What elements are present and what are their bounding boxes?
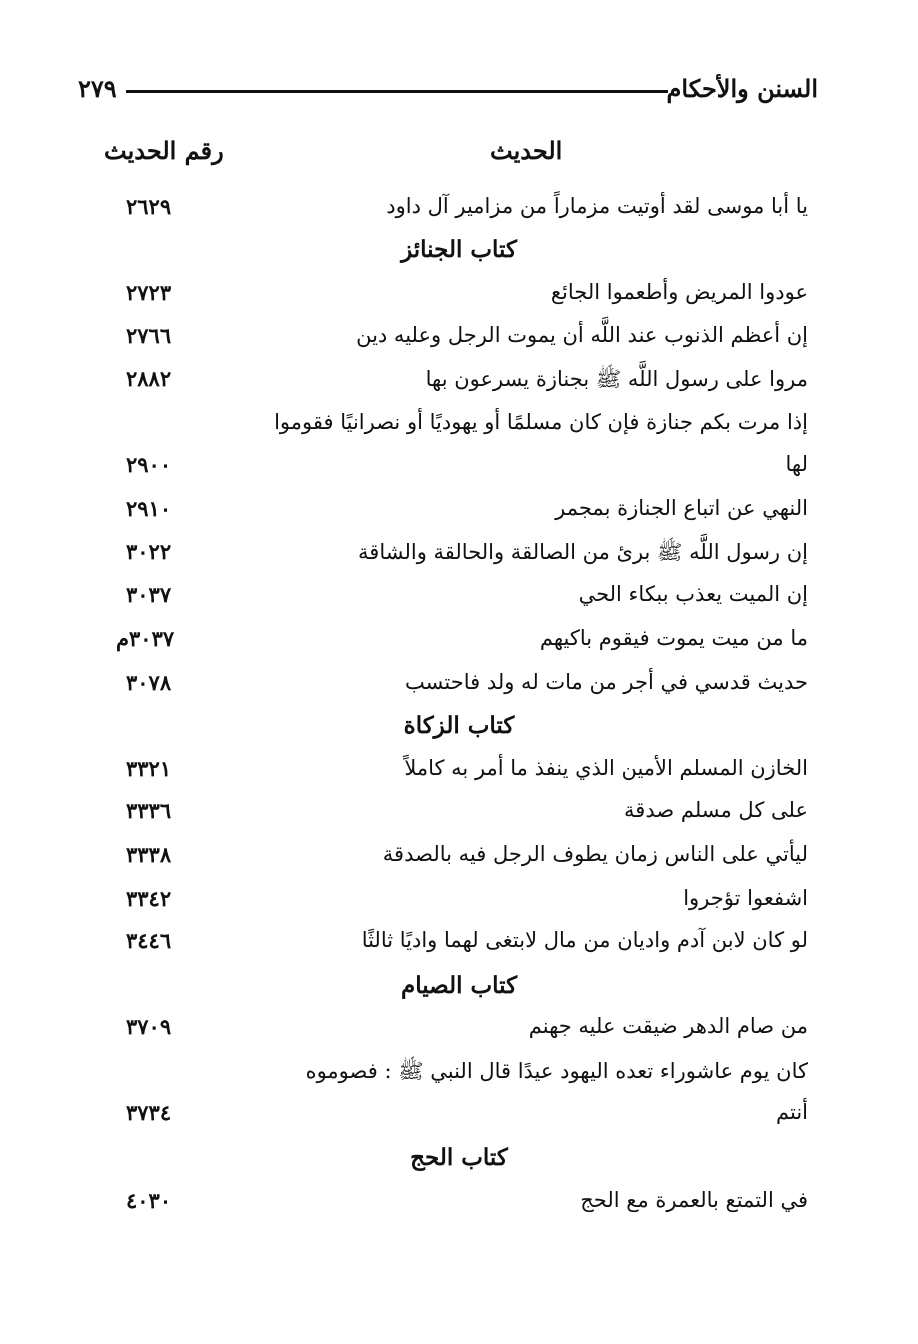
hadith-text: كان يوم عاشوراء تعده اليهود عيدًا قال النبي ﷺ : فصوموه <box>305 1059 808 1083</box>
section-heading-zakat: كتاب الزكاة <box>403 712 515 739</box>
hadith-number: ٤٠٣٠ <box>126 1188 172 1213</box>
hadith-number: ٢٦٢٩ <box>126 194 172 219</box>
hadith-text: الخازن المسلم الأمين الذي ينفذ ما أمر به كاملاً <box>404 756 808 780</box>
hadith-number: ٣٣٣٨ <box>126 842 172 867</box>
hadith-text: لو كان لابن آدم واديان من مال لابتغى لهما واديًا ثالثًا <box>361 928 808 952</box>
hadith-number: ٢٧٢٣ <box>126 280 172 305</box>
hadith-text: عودوا المريض وأطعموا الجائع <box>550 280 808 304</box>
hadith-text: على كل مسلم صدقة <box>624 798 808 822</box>
hadith-text: ليأتي على الناس زمان يطوف الرجل فيه بالصدقة <box>382 842 808 866</box>
hadith-text: إن أعظم الذنوب عند اللَّه أن يموت الرجل وعليه دين <box>356 323 808 347</box>
hadith-number: ٢٩٠٠ <box>126 452 172 477</box>
hadith-number: ٢٨٨٢ <box>126 366 172 391</box>
hadith-text: أنتم <box>776 1100 808 1124</box>
hadith-text: في التمتع بالعمرة مع الحج <box>580 1188 808 1212</box>
hadith-text: لها <box>785 452 808 476</box>
hadith-number: ٣٠٢٢ <box>126 539 172 564</box>
section-heading-funerals: كتاب الجنائز <box>401 236 517 263</box>
hadith-text: مروا على رسول اللَّه ﷺ بجنازة يسرعون بها <box>425 367 808 391</box>
hadith-number: ٣٠٣٧ <box>126 582 172 607</box>
hadith-text: النهي عن اتباع الجنازة بمجمر <box>555 496 808 520</box>
hadith-number: ٣٣٣٦ <box>126 798 172 823</box>
hadith-number: ٣٠٧٨ <box>126 670 172 695</box>
hadith-text: إذا مرت بكم جنازة فإن كان مسلمًا أو يهوديًا أو نصرانيًا فقوموا <box>274 410 808 434</box>
hadith-text: إن الميت يعذب ببكاء الحي <box>578 582 808 606</box>
book-title: السنن والأحكام <box>666 74 818 103</box>
column-header-number: رقم الحديث <box>104 136 224 165</box>
running-header <box>78 70 818 110</box>
hadith-number: ٣٠٣٧م <box>116 626 175 651</box>
hadith-text: إن رسول اللَّه ﷺ برئ من الصالقة والحالقة والشاقة <box>358 540 808 564</box>
hadith-number: ٢٧٦٦ <box>126 323 172 348</box>
hadith-text: اشفعوا تؤجروا <box>683 886 808 910</box>
page-number: ٢٧٩ <box>78 74 117 103</box>
hadith-text: من صام الدهر ضيقت عليه جهنم <box>528 1014 808 1038</box>
hadith-text: حديث قدسي في أجر من مات له ولد فاحتسب <box>405 670 808 694</box>
column-header-hadith: الحديث <box>490 136 563 165</box>
section-heading-fasting: كتاب الصيام <box>400 972 518 999</box>
header-rule <box>126 90 668 93</box>
hadith-number: ٣٧٠٩ <box>126 1014 172 1039</box>
hadith-number: ٢٩١٠ <box>126 496 172 521</box>
hadith-text: ما من ميت يموت فيقوم باكيهم <box>539 626 808 650</box>
hadith-number: ٣٣٤٢ <box>126 886 172 911</box>
hadith-number: ٣٤٤٦ <box>126 928 172 953</box>
hadith-number: ٣٣٢١ <box>126 756 172 781</box>
section-heading-hajj: كتاب الحج <box>410 1144 508 1171</box>
hadith-text: يا أبا موسى لقد أوتيت مزماراً من مزامير آل داود <box>386 194 808 218</box>
hadith-number: ٣٧٣٤ <box>126 1100 172 1125</box>
